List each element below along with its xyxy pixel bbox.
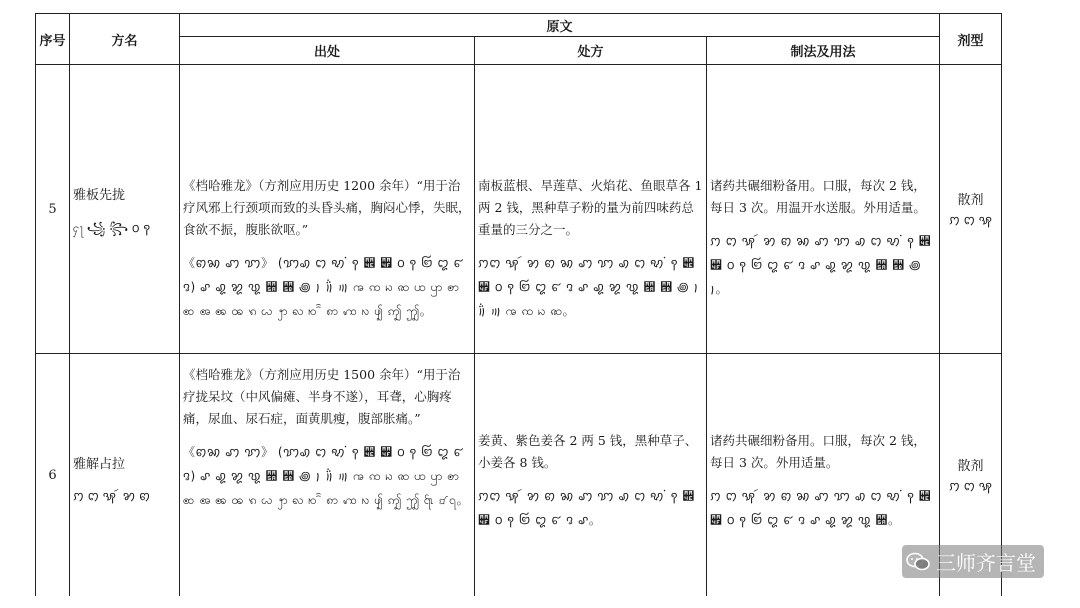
header-index: 序号 [36,14,70,65]
wechat-icon [906,552,930,572]
method-cell [707,65,940,354]
header-name: 方名 [70,14,180,65]
formula-name-dai: ꩀ ꩁ ꩂ ꩃ ꩄ ꩅ [73,489,150,503]
source-dai: 《ꩅꩆ ꩇ ꩈ》 (ꩈꩉ ꩊ ꩋ ꩌ ꩍ ꩎ ꩏ ꩐ ꩑ ꩒ ꩓ ꩔ ꩕) ꩖ ꩗ ꩘ ꩙ ꩚ ꩛ ꩜ ꩝ ꩞ ꩟ ꩠ ꩡ ꩢ ꩣ ꩤ ꩥ ꩦ ꩧ ꩨ ꩩ ꩪ ꩫ ꩬ ꩭ ꩮ ꩯ ꩰ ꩱ ꩲ ꩳ ꩴ ꩵ ꩶ ꩷ ꩸ ꩹。 [183,445,470,507]
form-cell [940,65,1002,354]
formula-name-cn: 雅板先拢 [73,187,126,203]
formula-name-cell [70,65,180,354]
table-row [36,354,1002,597]
header-form: 剂型 [940,14,1002,65]
source-cell [180,65,475,354]
prescription-dai: ꩀꩁ ꩂ ꩃ ꩄ ꩅ ꩆ ꩇ ꩈ ꩉ ꩊ ꩋ ꩌ ꩍ ꩎ ꩏ ꩐ ꩑ ꩒ ꩓ ꩔ ꩕ ꩖。 [478,489,695,527]
table-row [36,65,1002,354]
prescription-cn: 南板蓝根、旱莲草、火焰花、鱼眼草各 1 两 2 钱，黑种草子粉的量为前四味药总重量的三分之一。 [478,178,703,237]
prescription-dai: ꩀꩁ ꩂ ꩃ ꩄ ꩅ ꩆ ꩇ ꩈ ꩉ ꩊ ꩋ ꩌ ꩍ ꩎ ꩏ ꩐ ꩑ ꩒ ꩓ ꩔ ꩕ ꩖ ꩗ ꩘ ꩙ ꩚ ꩛ ꩜ ꩝ ꩞ ꩟ ꩠ ꩡ ꩢ ꩣ。 [478,256,699,318]
formula-name-dai: ႁႃ ꧁ ꧂ ꩐ ꩑ [73,220,151,235]
prescription-cell [475,65,707,354]
method-cn: 诸药共碾细粉备用。口服，每次 2 钱，每日 3 次。外用适量。 [710,433,926,470]
row-index: 5 [36,65,70,354]
form-dai: ꩀ ꩁ ꩂ [949,479,992,493]
header-prescription: 处方 [475,37,707,65]
header-original: 原文 [180,14,940,37]
source-cn: 《档哈雅龙》（方剂应用历史 1500 余年）“用于治疗拢呆坟（中风偏瘫、半身不遂），耳聋，心胸疼痛，尿血、尿石症，面黄肌瘦，腹部胀痛。” [183,367,461,426]
prescription-cell [475,354,707,597]
row-index: 6 [36,354,70,597]
formula-name-cell [70,354,180,597]
header-method: 制法及用法 [707,37,940,65]
source-cn: 《档哈雅龙》（方剂应用历史 1200 余年）“用于治疗风邪上行颈项而致的头昏头痛，胸闷心悸，失眠，食欲不振，腹胀欲呕。” [183,178,471,237]
prescription-cn: 姜黄、紫色姜各 2 两 5 钱，黑种草子、小姜各 8 钱。 [478,433,698,470]
header-source: 出处 [180,37,475,65]
source-cell [180,354,475,597]
form-cn: 散剂 [957,459,984,474]
form-cn: 散剂 [957,193,984,208]
method-dai: ꩀ ꩁ ꩂ ꩃ ꩄ ꩅ ꩆ ꩇ ꩈ ꩉ ꩊ ꩋ ꩌ ꩍ ꩎ ꩏ ꩐ ꩑ ꩒ ꩓ ꩔ ꩕ ꩖ ꩗ ꩘ ꩙ ꩚。 [710,489,932,527]
method-dai: ꩀ ꩁ ꩂ ꩃ ꩄ ꩅ ꩆ ꩇ ꩈ ꩉ ꩊ ꩋ ꩌ ꩍ ꩎ ꩏ ꩐ ꩑ ꩒ ꩓ ꩔ ꩕ ꩖ ꩗ ꩘ ꩙ ꩚ ꩛ ꩜ ꩝。 [710,234,932,296]
formula-table [35,13,1002,596]
method-cn: 诸药共碾细粉备用。口服，每次 2 钱，每日 3 次。用温开水送服。外用适量。 [710,178,926,215]
source-dai: 《ꩅꩆ ꩇ ꩈ》 (ꩈꩉ ꩊ ꩋ ꩌ ꩍ ꩎ ꩏ ꩐ ꩑ ꩒ ꩓ ꩔ ꩕) ꩖ ꩗ ꩘ ꩙ ꩚ ꩛ ꩜ ꩝ ꩞ ꩟ ꩠ ꩡ ꩢ ꩣ ꩤ ꩥ ꩦ ꩧ ꩨ ꩩ ꩪ ꩫ ꩬ ꩭ ꩮ ꩯ ꩰ ꩱ ꩲ ꩳ ꩴ ꩵ ꩶ。 [183,256,465,318]
formula-name-cn: 雅解占拉 [73,457,126,472]
watermark [902,545,1044,578]
form-dai: ꩀ ꩁ ꩂ [949,213,992,227]
watermark-text: 三师齐言堂 [936,551,1036,575]
